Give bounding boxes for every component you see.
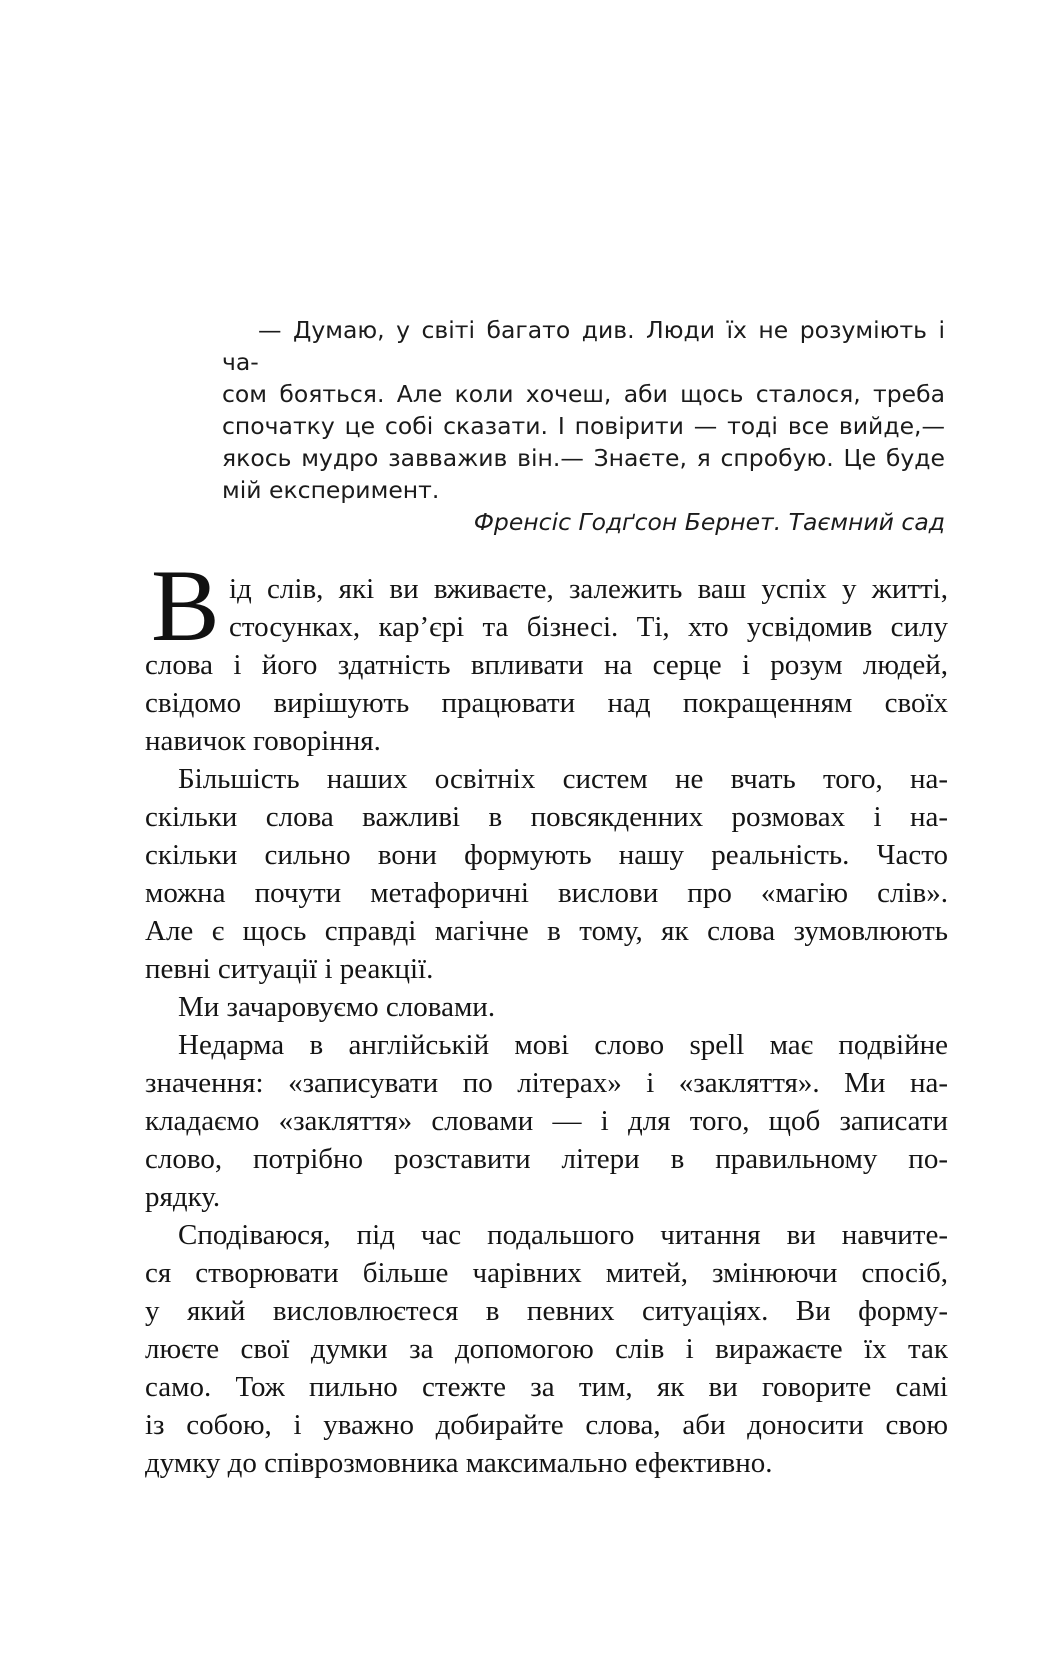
epigraph-line: якось мудро завважив він.— Знаєте, я спробую. Це буде — [222, 444, 945, 472]
text-line: кладаємо «закляття» словами — і для того, щоб записати — [145, 1105, 948, 1137]
paragraph — [145, 760, 948, 988]
text-line: навичок говоріння. — [145, 725, 381, 757]
paragraph — [145, 549, 948, 760]
paragraph — [145, 1216, 948, 1482]
text-line: значення: «записувати по літерах» і «закляття». Ми на- — [145, 1067, 948, 1099]
text-line: люєте свої думки за допомогою слів і виражаєте їх так — [145, 1333, 948, 1365]
epigraph-line: спочатку це собі сказати. І повірити — тоді все вийде,— — [222, 412, 945, 440]
text-line: Недарма в англійській мові слово spell має подвійне — [178, 1029, 948, 1061]
paragraph — [145, 988, 948, 1026]
text-line: Але є щось справді магічне в тому, як слова зумовлюють — [145, 915, 948, 947]
text-line: само. Тож пильно стежте за тим, як ви говорите самі — [145, 1371, 948, 1403]
text-line: слова і його здатність впливати на серце і розум людей, — [145, 649, 948, 681]
text-line: у який висловлюєтеся в певних ситуаціях. Ви форму- — [145, 1295, 948, 1327]
epigraph-line: мій експеримент. — [222, 476, 440, 504]
text-line: Ми зачаровуємо словами. — [178, 991, 496, 1023]
text-line: скільки сильно вони формують нашу реальність. Часто — [145, 839, 948, 871]
drop-cap-letter: В — [151, 549, 220, 663]
text-line: скільки слова важливі в повсякденних розмовах і на- — [145, 801, 948, 833]
text-line: із собою, і уважно добирайте слова, аби доносити свою — [145, 1409, 948, 1441]
text-line: Сподіваюся, під час подальшого читання ви навчите- — [178, 1219, 948, 1251]
text-line: слово, потрібно розставити літери в правильному по- — [145, 1143, 948, 1175]
epigraph-attribution: Френсіс Годґсон Бернет. Таємний сад — [473, 508, 945, 536]
text-line: стосунках, кар’єрі та бізнесі. Ті, хто усвідомив силу — [229, 611, 948, 643]
epigraph-line: — Думаю, у світі багато див. Люди їх не розуміють і ча- — [222, 316, 945, 376]
text-line: рядку. — [145, 1181, 221, 1213]
epigraph — [222, 314, 945, 538]
text-line: ід слів, які ви вживаєте, залежить ваш успіх у житті, — [229, 573, 948, 605]
epigraph-line: сом бояться. Але коли хочеш, аби щось сталося, треба — [222, 380, 945, 408]
text-line: свідомо вирішують працювати над покращенням своїх — [145, 687, 948, 719]
text-line: ся створювати більше чарівних митей, змінюючи спосіб, — [145, 1257, 948, 1289]
text-line: Більшість наших освітніх систем не вчать того, на- — [178, 763, 948, 795]
body-text — [145, 549, 948, 1482]
text-line: певні ситуації і реакції. — [145, 953, 434, 985]
text-line: можна почути метафоричні вислови про «магію слів». — [145, 877, 948, 909]
paragraph — [145, 1026, 948, 1216]
text-line: думку до співрозмовника максимально ефективно. — [145, 1447, 773, 1479]
